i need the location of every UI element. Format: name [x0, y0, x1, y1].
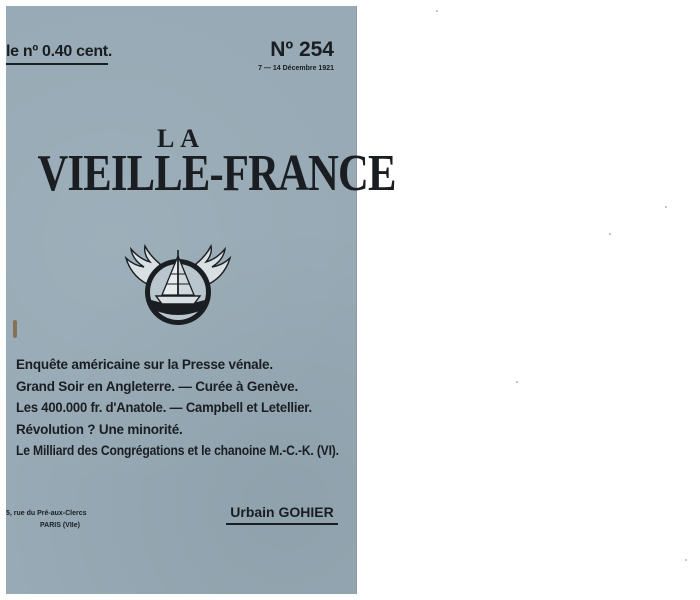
masthead-title: VIEILLE-FRANCE [37, 145, 396, 202]
headline: Le Milliard des Congrégations et le chanoine M.-C.-K. (VI). [16, 443, 339, 458]
address-city: PARIS (VIIe) [40, 522, 80, 529]
headline: Révolution ? Une minorité. [16, 421, 183, 437]
winged-ship-emblem-icon [118, 234, 238, 334]
headline: Grand Soir en Angleterre. — Curée à Genève. [16, 378, 298, 394]
scan-speck [516, 381, 518, 383]
masthead-article: LA [156, 124, 206, 153]
price-label: le nº 0.40 cent. [6, 43, 108, 65]
ink-stain [13, 320, 17, 338]
headline: Les 400.000 fr. d'Anatole. — Campbell et Letellier. [16, 400, 312, 415]
author-name: Urbain GOHIER [226, 504, 338, 525]
magazine-cover [6, 6, 396, 594]
headline: Enquête américaine sur la Presse vénale. [16, 357, 273, 372]
scan-speck [609, 233, 611, 235]
issue-dates: 7 — 14 Décembre 1921 [258, 65, 334, 72]
headline-list [16, 354, 356, 462]
address-street: 5, rue du Pré-aux-Clercs [6, 510, 87, 517]
scan-speck [665, 206, 667, 208]
scan-speck [685, 559, 687, 561]
issue-number: Nº 254 [270, 38, 334, 61]
publisher-address [6, 508, 136, 532]
scan-speck [436, 10, 438, 12]
